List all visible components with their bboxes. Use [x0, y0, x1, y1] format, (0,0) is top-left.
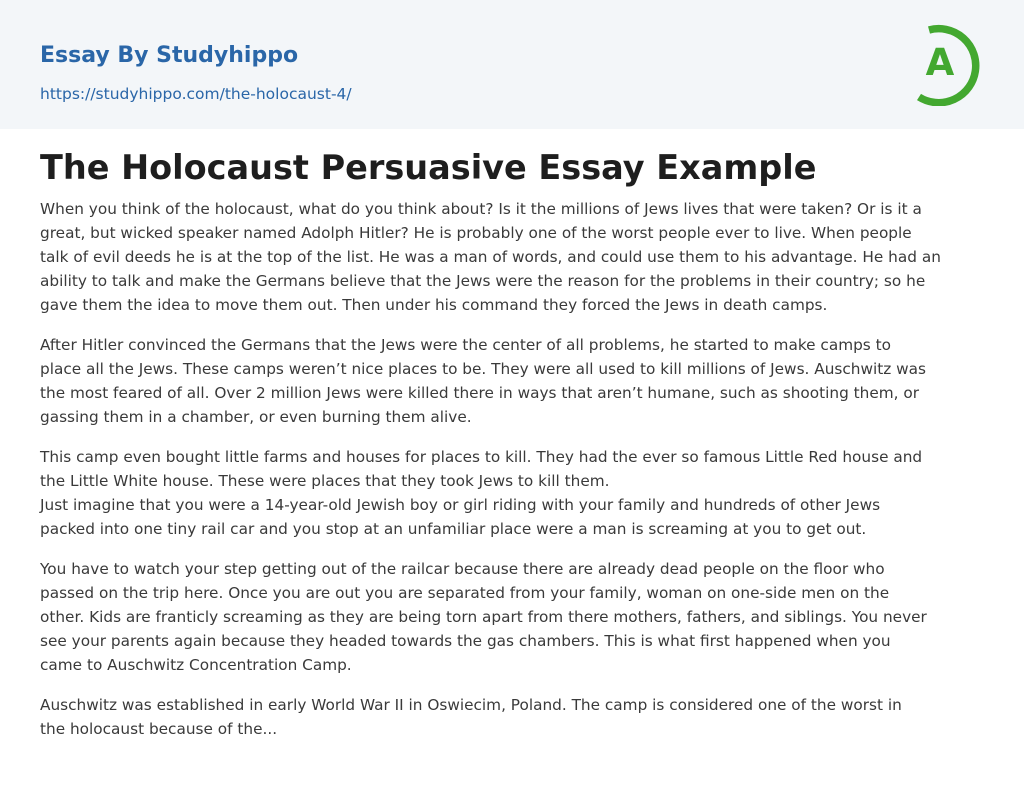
text-line: You have to watch your step getting out of the railcar because there are already dead people on the floor who [40, 560, 885, 578]
text-line: talk of evil deeds he is at the top of the list. He was a man of words, and could use them to his advantage. He had an [40, 248, 941, 266]
text-line: other. Kids are franticly screaming as they are being torn apart from there mothers, fathers, and siblings. You never [40, 608, 927, 626]
text-line: Auschwitz was established in early World War II in Oswiecim, Poland. The camp is considered one of the worst in [40, 696, 902, 714]
text-line: Just imagine that you were a 14-year-old Jewish boy or girl riding with your family and hundreds of other Jews [40, 496, 881, 514]
text-line: ability to talk and make the Germans believe that the Jews were the reason for the problems in their country; so he [40, 272, 926, 290]
text-line: This camp even bought little farms and houses for places to kill. They had the ever so famous Little Red house and [40, 448, 923, 466]
text-line: packed into one tiny rail car and you stop at an unfamiliar place were a man is screaming at you to get out. [40, 520, 867, 538]
text-line: place all the Jews. These camps weren’t nice places to be. They were all used to kill millions of Jews. Auschwitz was [40, 360, 927, 378]
logo-letter: A [925, 41, 955, 84]
text-line: After Hitler convinced the Germans that the Jews were the center of all problems, he started to make camps to [40, 336, 891, 354]
studyhippo-logo-icon[interactable] [902, 18, 988, 106]
paragraph-3 [40, 445, 986, 541]
paragraph-5 [40, 693, 986, 741]
text-line: gave them the idea to move them out. Then under his command they forced the Jews in death camps. [40, 296, 828, 314]
text-line: passed on the trip here. Once you are out you are separated from your family, woman on one-side men on the [40, 584, 890, 602]
article [0, 147, 1024, 741]
text-line: gassing them in a chamber, or even burning them alive. [40, 408, 472, 426]
text-line: great, but wicked speaker named Adolph Hitler? He is probably one of the worst people ever to live. When people [40, 224, 912, 242]
text-line: the holocaust because of the... [40, 720, 278, 738]
site-header [0, 0, 1024, 129]
article-title: The Holocaust Persuasive Essay Example [40, 148, 817, 187]
paragraph-2 [40, 333, 986, 429]
text-line: see your parents again because they headed towards the gas chambers. This is what first happened when you [40, 632, 891, 650]
source-url-link[interactable]: https://studyhippo.com/the-holocaust-4/ [40, 85, 352, 103]
text-line: the most feared of all. Over 2 million Jews were killed there in ways that aren’t humane, such as shooting them, or [40, 384, 920, 402]
text-line: the Little White house. These were places that they took Jews to kill them. [40, 472, 610, 490]
text-line: When you think of the holocaust, what do you think about? Is it the millions of Jews lives that were taken? Or is it a [40, 200, 922, 218]
text-line: came to Auschwitz Concentration Camp. [40, 656, 352, 674]
paragraph-4 [40, 557, 986, 677]
paragraph-1 [40, 197, 986, 317]
site-brand[interactable]: Essay By Studyhippo [40, 43, 299, 68]
